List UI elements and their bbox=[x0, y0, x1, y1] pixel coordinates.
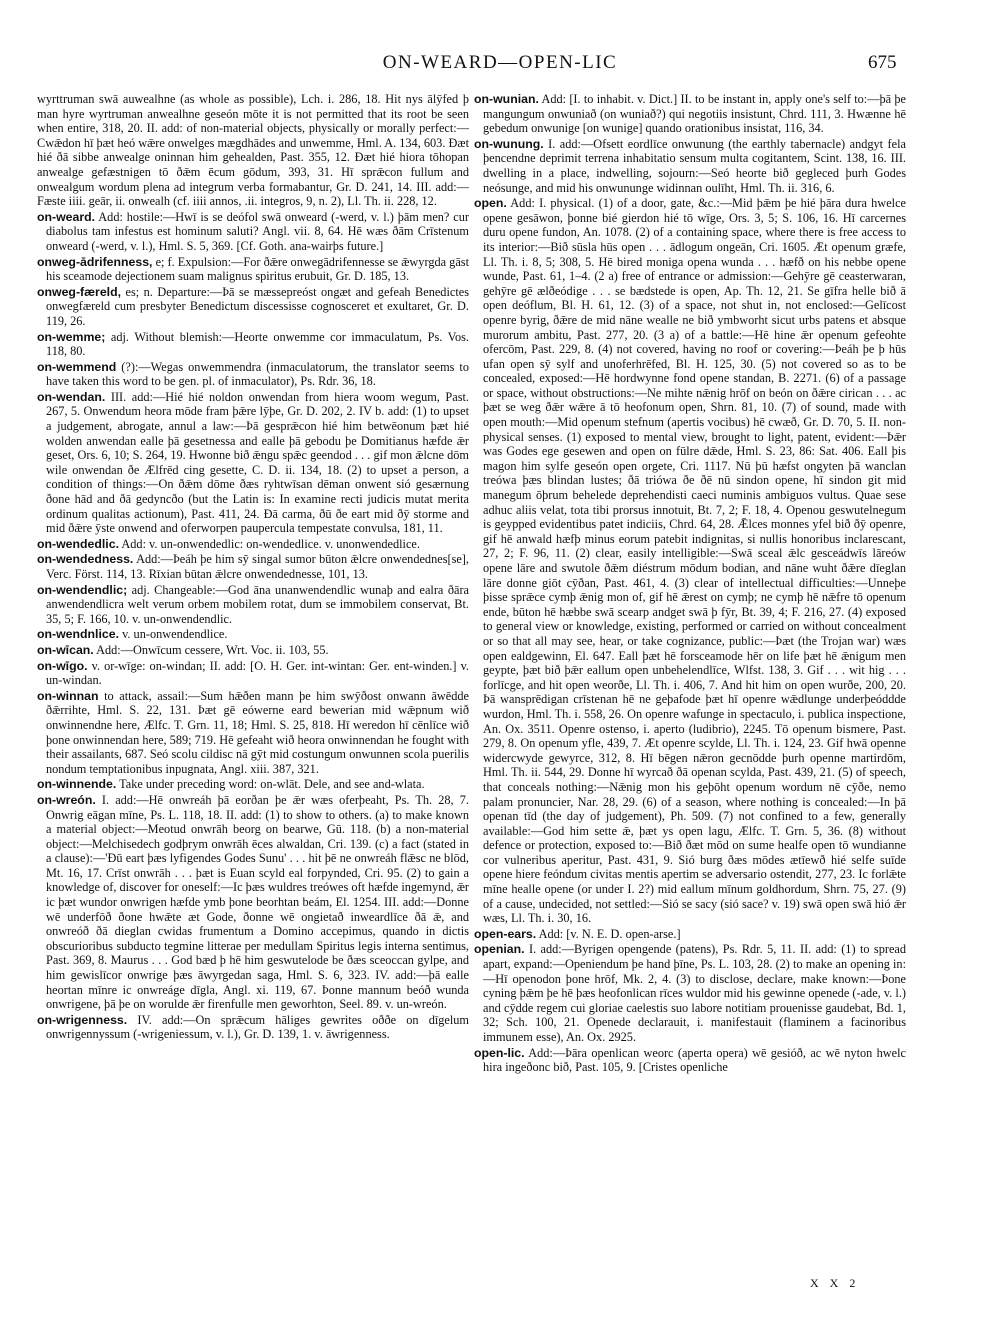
dictionary-entry bbox=[37, 689, 469, 777]
entry-text: adj. Without blemish:—Heorte onwemme cor immaculatum, Ps. Vos. 118, 80. bbox=[46, 329, 469, 359]
entry-headword: on-wreón. bbox=[37, 792, 96, 807]
dictionary-entry bbox=[37, 285, 469, 329]
entry-text: es; n. Departure:—Þā se mæssepreóst ongæt and gefeah Benedictes onwegfæreld cum presbyter Benedictum discessisse cognosceret et exultaret, Gr. D. 119, 26. bbox=[46, 284, 469, 328]
dictionary-entry bbox=[474, 942, 906, 1044]
entry-text: Add:—Þeáh þe him sȳ singal sumor būton ǣlcre onwendednes[se], Verc. Först. 114, 13. Rīxian būtan ǣlcre onwendednesse, 101, 13. bbox=[46, 552, 469, 581]
entry-text: v. un-onwendendlice. bbox=[122, 627, 228, 642]
left-column bbox=[37, 92, 469, 1272]
entry-text: e; f. Expulsion:—For ðǣre onwegādrifennesse se ǣwyrgda gāst his sceamode dejectionem suam malignus spiritus erubuit, Gr. D. 185, 13. bbox=[46, 254, 469, 284]
dictionary-entry bbox=[37, 552, 469, 581]
entry-headword: on-wrigenness. bbox=[37, 1012, 128, 1027]
running-head bbox=[0, 52, 1000, 76]
entry-headword: on-wemme; bbox=[37, 329, 106, 344]
dictionary-entry bbox=[474, 137, 906, 195]
entry-headword: onweg-færeld, bbox=[37, 284, 122, 299]
entry-text: Add: v. un-onwendedlic: on-wendedlice. v. unonwendedlice. bbox=[121, 536, 420, 551]
entry-headword: open-ears. bbox=[474, 926, 537, 941]
entry-text: Add: I. physical. (1) of a door, gate, &c.:—Mid þǣm þe hié þāra dura hwelce opene gesāwon, þonne bié gierdon hié tō wīge, Ors. 3, 5; S. 106, 16. Hī carcernes duru opene fundon, An. 1078. (2) of a containing space, where there is free access to its interior:—Bið sūsla hūs open . . . ādlogum ongeān, Cri. 1605. Æt openum græfe, Ll. Th. i. 8, 5; 308, 5. Hē bired moniga opena wunda . . . hæfð on his nebbe opene wunde, Past. 61, 1–4. (2 a) free of entrance or admission:—Gehȳre gē ceasterwaran, gehȳre gē ælðeódige . . . se bædstede is open, Ap. Th. 12, 21. Se gīfra helle bið ā open deóflum, Bl. H. 61, 12. (3) of a space, not shut in, not enclosed:—Gelīcost openre byrig, ðǣre de mid nāne wealle ne bið ymbworht sicut urbs patens et absque murorum ambitu, Past. 277, 20. (3 a) of a battle:—Hē hine ǣr openum gefeohte ofercōm, Past. 229, 8. (4) not covered, having no roof or covering:—Þeáh þe þ hūs ufan open sȳ sylf and unoferhrēfed, Bl. H. 125, 30. (5) not covered so as to be concealed, exposed:—Hē hordwynne fond opene standan, B. 2271. (6) of a passage or space, without obstructions:—Ne mihte nǣnig hrōf on beón on ðǣre cirican . . . ac þæt se weg ðǣr wǣre ā tō heofonum open, Shrn. 81, 10. (7) of sound, made with open mouth:—Mid openum stefnum (apertis vocibus) hē cwæð, Gr. D. 70, 5. II. non-physical senses. (1) exposed to mental view, brought to light, patent, evident:—Þǣr was Godes ege gesewen and open on fūlre dǣde, Hml. S. 23, 86: Sat. 406. Eall þis magon him sylfe geseón open orgete, Cri. 1117. Nū þū hæfst ongyten þā wanclan treówa þæs blindan lustes; ðā triówa ðe ðē nū sindon opene, hī sindon git mid manegum ōþrum behelede deprehendisti caeci numinis ambiguos vultus. Quae sese adhuc aliis velat, tota tibi prorsus innotuit, Bt. 7, 2; F. 18, 4. Openou geswutelnegum is geypped evidentibus patet indiciis, Chrd. 64, 28. Ǣlces monnes yfel bið ðȳ openre, gif hē anwald hæfþ minus eorum patebit indignitas, si nullis honoribus inclarescant, 27, 2; F. 96, 11. (2) clear, easily intelligible:—Swā sceal ǣlc gesceádwīs lāreów opene lāre and swutole ðǣm diéstrum mōdum bodian, and nāne wuht ðǣre dīeglan lāre donne giōt cȳðan, Past. 461, 4. (3) clear of intellectual difficulties:—Unneþe þisse sprǣce cymþ ǣnig mon of, gif hē ǣrest on cymþ; ne cymþ hē nǣfre tō openum ende, būton hē hæbbe swā scearp andget swā þ fȳr, Bt. 39, 4; F. 216, 27. (4) exposed to general view or knowledge, existing, performed or carried on without concealment or so that all may see, hear, or take cognizance, public:—Þæt (the Trojan war) wæs open ealdgewinn, El. 647. Eall þæt hē forsceamode hēr on life þæt hē ǣnigum men geypte, þæt bið þǣr eallum open unbehelendlīce, Wlfst. 138, 3. Gif . . . wit hig . . . forlīcge, and hit open weorðe, Ll. Th. i. 406, 7. And hit him on open wurðe, 200, 20. Þā wansprēdigan crīstenan hē ne geþafode þæt hī openre wǣdlunge underþeóddde wurdon, Hml. Th. i. 558, 26. On openre wafunge in spectaculo, i. publica inspectione, An. Ox. 3511. Openre ostenso, i. aperto (ludibrio), 2245. Tō openum bismere, Past. 279, 8. On openum yfle, 439, 7. Æt openre scylde, Ll. Th. i. 124, 23. Gif hwā openne widercwyde gewyrce, 312, 8. Hī bēgen nǣron gecnōdde þurh openne martirdōm, Hml. Th. ii. 544, 29. Donne hī wyrcað ðā openan scylda, Past. 439, 21. (5) of speech, that conceals nothing:—Nǣnig mon his geþōht openum wordum nē cȳðe, nemo palam pronuncier, Nar. 28, 29. (6) of a season, where nothing is concealed:—In þā openan tīd (the day of judgement), Ph. 509. (7) not confined to a few, generally available:—God him sette ǣ, þæt ys open lagu, Ælfc. T. Grn. 5, 36. (8) without defence or protection, exposed to:—Bið ðæt mōd on sume healfe open tō wundianne cor vulneribus aperitur, Past. 431, 9. Sió burg ðæs mōdes ætīewð hié selfe suīde opene hiere feóndum civitas mentis apertim se adversario ostendit, 277, 23. Ic forlǣte mīne healle opene (or under I. 2?) mid eallum mīnum goldhordum, Shrn. 75, 27. (9) of a cause, undecided, not settled:—Sió se sacy (sió sace? v. 19) swā open swā hió ǣr wæs, Ll. Th. i. 30, 16. bbox=[483, 196, 906, 926]
entry-headword: on-wendan. bbox=[37, 389, 106, 404]
entry-text: III. add:—Hié hié noldon onwendan from hiera woom wegum, Past. 267, 5. Onwendum heora mōde fram þǣre lȳþe, Gr. D. 202, 2. IV b. add: (1) to upset a judgement, abrogate, annul a law:—Þā gesprǣcon hié him betwēonum þæt hié wolden anwendan ealle þā gesetnessa and ealle þā gebodu þe Domitianus hæfde ǣr geset, Ors. 6, 10; S. 264, 19. Hwonne bið ǣngu spǣc geendod . . . gif mon ǣlcne dōm wile onwendan ðe Ælfrēd cing gesette, C. D. ii. 134, 18. (2) to upset a person, a condition of things:—On ðǣm dōme ðæs ryhtwīsan dēman onwent sió gesærnung ðone hād and ðā gedyncðo (but the Latin is: In examine recti judicis mutat merita ordinum qualitas actionum), Past. 411, 24. Ðā carma, ðū ðe eart mid ðȳ storme and mid ðǣre ȳste onwend and oferworpen paupercula tempestate convulsa, 181, 11. bbox=[46, 389, 469, 536]
signature-mark: X X 2 bbox=[810, 1276, 860, 1290]
entry-text: v. or-wīge: on-windan; II. add: [O. H. Ger. int-wintan: Ger. ent-winden.] v. un-windan. bbox=[46, 658, 469, 688]
dictionary-entry bbox=[37, 627, 469, 642]
entry-headword: on-wunian. bbox=[474, 92, 539, 106]
entry-headword: on-wemmend bbox=[37, 359, 117, 374]
entry-headword: open. bbox=[474, 196, 507, 211]
entry-text: Add:—Onwīcum cessere, Wrt. Voc. ii. 103, 55. bbox=[96, 642, 329, 657]
entry-text: Add: hostile:—Hwī is se deófol swā onweard (-werd, v. l.) þām men? cur diabolus tam infestus est hominum saluti? Angl. vii. 8, 64. Hē wæs ðām Crīstenum onweard (-werd, v. l.), Hml. S. 5, 369. [Cf. Goth. ana-wairþs future.] bbox=[46, 209, 469, 253]
dictionary-entry bbox=[37, 777, 469, 792]
dictionary-entry bbox=[37, 360, 469, 389]
entry-headword: on-wunung. bbox=[474, 136, 544, 151]
dictionary-entry bbox=[474, 927, 906, 942]
entry-text: IV. add:—On sprǣcum hāliges gewrites oððe on dīgelum onwrigennyssum (-wrigeniessum, v. l.), Gr. D. 139, 1. v. āwrigenness. bbox=[46, 1012, 469, 1042]
entry-text: Take under preceding word: on-wlāt. Dele, and see and-wlata. bbox=[119, 777, 425, 792]
entry-text: Add: [I. to inhabit. v. Dict.] II. to be instant in, apply one's self to:—þā þe mangungum onwuniað (on wuniað?) qui negotiis insistunt, Chrd. 111, 3. Hwænne hē gebedum onwunige [on wunige] quando orationibus insistat, 116, 34. bbox=[483, 92, 906, 136]
dictionary-entry bbox=[474, 196, 906, 926]
entry-headword: open-lic. bbox=[474, 1045, 525, 1060]
entry-text: wyrttruman swā auwealhne (as whole as possible), Lch. i. 286, 18. Hit nys ālȳfed þ man hyre wyrtruman anwealhne geseón mōte it is not permitted that its root be seen when entire, 318, 20. II. add: of non-material objects, physically or morally perfect:—Cwǣdon hī þæt heó wǣre onwelges mægdhādes and unwemme, Hml. A. 134, 603. Ðæt hié ðā sibbe anwealge oninnan him gehealden, Past. 355, 12. Ðæt hié hiora tōhopan anwealge gefæstnigen tō ðǣm ēcum gōdum, 393, 31. Hī sprǣcon fullum and onwealgum wordum plena ad integrum verba formabantur, Gr. D. 241, 14. III. add:—Fæste iiii. geār, ii. onwealh (cf. iiii annos, .ii. integros, 9, n. 2), Ll. Th. ii. 228, 12. bbox=[37, 92, 469, 209]
entry-text: I. add:—Byrigen opengende (patens), Ps. Rdr. 5, 11. II. add: (1) to spread apart, expand:—Openiendum þe hand þīne, Ps. L. 103, 28. (2) to make an opening in:—Hī openodon þone hrōf, Mk. 2, 4. (3) to disclose, declare, make known:—Þone cyning þǣm þe hē þæs heofonlican rīces wuldor mid his gewinne openede (-ade, v. l.) and cȳdde regem cui gloriae caelestis suo labore notitiam prouenisse gaudebat, Bd. 1, 32; Sch. 100, 21. Openede declarauit, i. manifestauit (flaminem a facinoribus immunem esse), An. Ox. 2925. bbox=[483, 942, 906, 1044]
entry-headword: on-wendedness. bbox=[37, 552, 134, 567]
entry-headword: on-winnende. bbox=[37, 777, 117, 792]
entry-headword: onweg-ādrifenness, bbox=[37, 254, 153, 269]
entry-headword: on-wendendlic; bbox=[37, 582, 128, 597]
entry-headword: on-wīcan. bbox=[37, 642, 94, 657]
entry-text: Add:—Þāra openlican weorc (aperta opera) wē gesióð, ac wē nyton hwelc hira ingeðonc bið, Past. 105, 9. [Cristes openliche bbox=[483, 1045, 906, 1075]
dictionary-entry bbox=[37, 92, 469, 209]
entry-text: Add: [v. N. E. D. open-arse.] bbox=[538, 926, 681, 941]
dictionary-entry bbox=[37, 659, 469, 688]
entry-text: I. add:—Hē onwreáh þā eorðan þe ǣr wæs oferþeaht, Ps. Th. 28, 7. Onwrig eāgan mīne, Ps. L. 118, 18. II. add: (1) to show to others. (a) to make known a material object:—Meotud onwrāh beorg on bearwe, Gū. 118. (b) a non-material object:—Melchisedech godþrym onwrāh ēces alwaldan, Cri. 139. (c) a fact (stated in a clause):—'Ðū eart þæs lyfigendes Godes Sunu' . . . hit þē ne onwreáh flǣsc ne blōd, Mt. 16, 17. Crīst onwrāh . . . þæt is Euan scyld eal forpynded, Cri. 95. (2) to gain a knowledge of, discover for oneself:—Ic þæs wuldres treówes oft hæfde ingemynd, ǣr ic þæt wundor onwrigen hæfde ymb þone beorhtan beám, El. 1254. III. add:—Donne wē underfōð ðone hwǣte æt Gode, ðonne wē ongietað inweardlīce ðā ǣ, and onwreóð ðā dieglan cwidas frumentum a Domino accepimus, quando in dictis obscurioribus subducto tegmine litterae per medullam Spiritus legis interna sentimus, Past. 369, 8. Maurus . . . God bæd þ hē him geswutelode be ðæs sceoccan gylpe, and him gewislīcor onwrige þæs āwyrgedan saga, Hml. S. 6, 323. IV. add:—þā ealle heortan mīnre ic onwreáge dīgla, Angl. xi. 119, 67. Þonne mannum beóð wunda onwrigene, þā þe on worulde ǣr firenfulle men geworhton, Seel. 89. v. un-wreón. bbox=[46, 792, 469, 1012]
dictionary-entry bbox=[37, 1013, 469, 1042]
dictionary-entry bbox=[37, 210, 469, 254]
entry-headword: on-weard. bbox=[37, 209, 96, 224]
right-column bbox=[474, 92, 906, 1272]
entry-text: adj. Changeable:—God āna unanwendendlic wunaþ and ealra ðāra anwendendlicra welt verum orbem mobilem rotat, dum se immobilem conservat, Bt. 35, 5; F. 166, 10. v. un-onwendendlic. bbox=[46, 582, 469, 626]
dictionary-entry bbox=[474, 92, 906, 136]
dictionary-entry bbox=[37, 583, 469, 627]
entry-headword: on-winnan bbox=[37, 688, 99, 703]
dictionary-entry bbox=[37, 537, 469, 552]
entry-headword: on-wendedlic. bbox=[37, 536, 119, 551]
dictionary-entry bbox=[37, 330, 469, 359]
dictionary-entry bbox=[474, 1046, 906, 1075]
dictionary-entry bbox=[37, 255, 469, 284]
entry-text: to attack, assail:—Sum hǣðen mann þe him swȳðost onwann āwēdde ðǣrrihte, Hml. S. 22, 131. Þæt gē eówerne eard bewerian mid wǣpnum wið onwinnendne here, Ælfc. T. Grn. 11, 18; Hml. S. 25, 818. Hī weredon hī cēnlīce wið þone onwinnendan here, 589; 719. Hē gefeaht wið heora onwinnendan he fought with their assailants, 687. Seó scolu cildisc nā gȳt mid costungum onwunnen scola puerilis nondum temptationibus inpugnata, Angl. xiii. 387, 321. bbox=[46, 688, 469, 776]
entry-headword: on-wīgo. bbox=[37, 658, 88, 673]
entry-text: I. add:—Ofsett eordlīce onwunung (the earthly tabernacle) andgyt fela þencendne deprimit terrena inhabitatio sensum multa cogitantem, Scint. 138, 16. III. dwelling in a place, indwelling, sojourn:—Seó heorte bið gegleced þurh Godes neósunge, and mid his onwununge widinnan oulīht, Hml. Th. ii. 316, 6. bbox=[483, 136, 906, 195]
dictionary-entry bbox=[37, 643, 469, 658]
entry-headword: on-wendnlice. bbox=[37, 627, 119, 642]
page-number: 675 bbox=[868, 52, 897, 73]
page-title: ON-WEARD—OPEN-LIC bbox=[382, 52, 618, 73]
entry-text: (?):—Wegas onwemmendra (inmaculatorum, the translator seems to have taken this word to be gen. pl. of inmaculator), Ps. Rdr. 36, 18. bbox=[46, 359, 469, 389]
dictionary-entry bbox=[37, 793, 469, 1012]
dictionary-entry bbox=[37, 390, 469, 536]
entry-headword: openian. bbox=[474, 942, 525, 957]
